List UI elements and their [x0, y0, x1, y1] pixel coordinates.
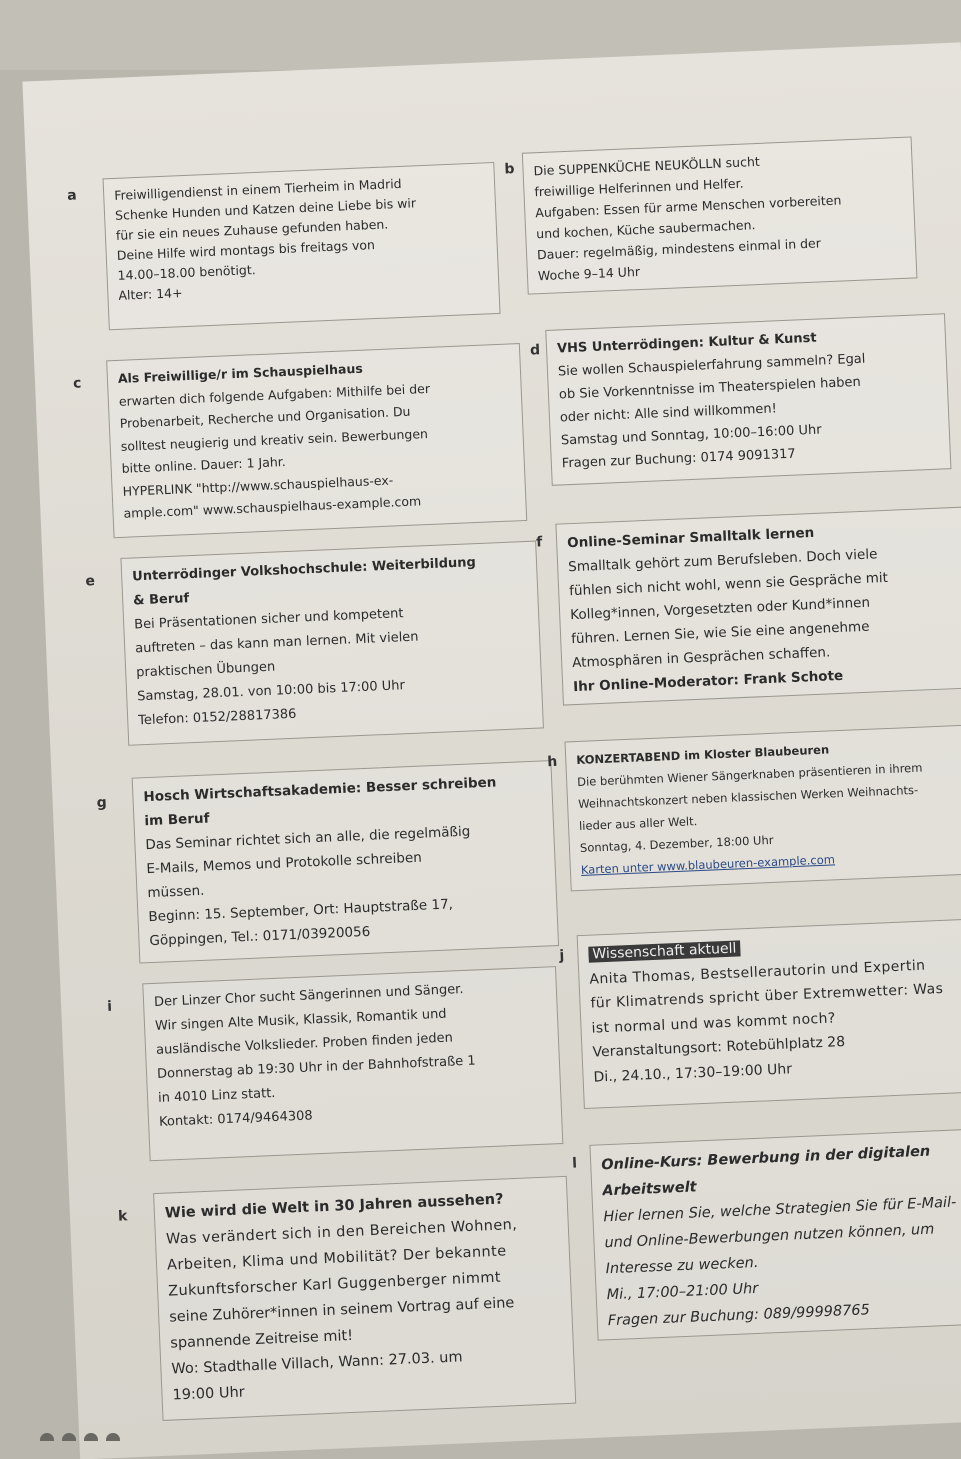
card-l-line: Hier lernen Sie, welche Strategien Sie für E-Mail- — [603, 1194, 957, 1226]
card-a-title: Freiwilligendienst in einem Tierheim in Madrid — [113, 175, 402, 203]
card-g-letter: g — [96, 794, 108, 812]
card-b-line: Aufgaben: Essen für arme Menschen vorbereiten — [535, 192, 842, 221]
card-h — [565, 724, 961, 891]
card-a-line: für sie ein neues Zuhause gefunden haben. — [115, 216, 389, 243]
card-a-line: Deine Hilfe wird montags bis freitags von — [116, 237, 376, 263]
card-i-line: in 4010 Linz statt. — [157, 1085, 276, 1106]
card-h-letter: h — [547, 753, 558, 771]
card-j-title-badge: Wissenschaft aktuell — [588, 940, 741, 962]
card-d-line: Fragen zur Buchung: 0174 9091317 — [561, 446, 796, 472]
card-c-line: erwarten dich folgende Aufgaben: Mithilfe bei der — [118, 380, 431, 409]
card-f — [555, 507, 961, 706]
card-f-title: Online-Seminar Smalltalk lernen — [566, 524, 815, 552]
card-h-line: Sonntag, 4. Dezember, 18:00 Uhr — [579, 832, 774, 855]
card-k-line: spannende Zeitreise mit! — [170, 1327, 354, 1352]
card-j-line: ist normal und was kommt noch? — [591, 1009, 836, 1037]
card-g-line: müssen. — [147, 882, 205, 902]
card-f-line: führen. Lernen Sie, wie Sie eine angenehme — [570, 618, 870, 648]
card-f-line: Smalltalk gehört zum Berufsleben. Doch viele — [567, 546, 878, 576]
card-i-line: Wir singen Alte Musik, Klassik, Romantik und — [154, 1006, 447, 1034]
card-b-title: Die SUPPENKÜCHE NEUKÖLLN sucht — [533, 153, 761, 179]
card-k-line: 19:00 Uhr — [172, 1384, 246, 1404]
card-e-line: Telefon: 0152/28817386 — [137, 706, 297, 729]
card-l-line: und Online-Bewerbungen nutzen können, um — [604, 1221, 935, 1252]
card-f-line: Kolleg*innen, Vorgesetzten oder Kund*innen — [569, 594, 871, 624]
card-d — [545, 313, 951, 486]
card-a-line: 14.00–18.00 benötigt. — [117, 262, 256, 283]
card-l-letter: l — [571, 1155, 578, 1172]
card-l — [589, 1127, 961, 1340]
card-i-line: Kontakt: 0174/9464308 — [158, 1108, 313, 1130]
card-l-line: Fragen zur Buchung: 089/99998765 — [607, 1302, 871, 1330]
card-c-hyperlink[interactable]: ample.com" www.schauspielhaus-example.com — [123, 493, 422, 521]
binding-mark — [62, 1433, 76, 1441]
card-g-line: E-Mails, Memos und Protokolle schreiben — [146, 849, 423, 878]
card-e-title: Unterrödinger Volkshochschule: Weiterbildung — [131, 555, 477, 585]
card-c-hyperlink[interactable]: HYPERLINK "http://www.schauspielhaus-ex- — [122, 471, 394, 499]
card-g-line: Göppingen, Tel.: 0171/03920056 — [149, 923, 371, 950]
card-c-line: solltest neugierig und kreativ sein. Bewerbungen — [120, 425, 429, 454]
card-j-line: für Klimatrends spricht über Extremwetter: Was — [590, 980, 944, 1012]
card-e-line: praktischen Übungen — [135, 659, 276, 681]
card-j — [577, 918, 961, 1109]
card-g-subtitle: im Beruf — [144, 810, 210, 830]
card-h-line: lieder aus aller Welt. — [578, 814, 698, 833]
card-a — [103, 162, 501, 330]
card-b-line: Dauer: regelmäßig, mindestens einmal in der — [536, 235, 822, 263]
card-j-line: Veranstaltungsort: Rotebühlplatz 28 — [592, 1034, 846, 1061]
card-e-letter: e — [85, 573, 96, 590]
card-d-line: oder nicht: Alle sind willkommen! — [559, 401, 778, 426]
card-k-line: Was verändert sich in den Bereichen Wohnen, — [165, 1216, 518, 1248]
card-j-line: Di., 24.10., 17:30–19:00 Uhr — [593, 1060, 793, 1086]
card-c-title: Als Freiwillige/r im Schauspielhaus — [117, 360, 364, 386]
card-b — [522, 136, 918, 294]
card-d-line: Sie wollen Schauspielerfahrung sammeln? Egal — [557, 351, 866, 380]
card-b-letter: b — [504, 161, 515, 178]
card-i-line: ausländische Volkslieder. Proben finden jeden — [155, 1030, 454, 1058]
card-b-line: freiwillige Helferinnen und Helfer. — [534, 175, 744, 200]
card-c — [106, 343, 527, 538]
card-g — [132, 760, 559, 963]
card-g-title: Hosch Wirtschaftsakademie: Besser schreiben — [143, 774, 497, 806]
card-g-line: Das Seminar richtet sich an alle, die regelmäßig — [145, 823, 471, 854]
card-b-line: Woche 9–14 Uhr — [537, 263, 641, 284]
card-l-line: Interesse zu wecken. — [605, 1254, 759, 1278]
card-k-title: Wie wird die Welt in 30 Jahren aussehen? — [164, 1191, 504, 1222]
card-c-line: Probenarbeit, Recherche und Organisation. Du — [119, 403, 411, 431]
card-f-line: fühlen sich nicht wohl, wenn sie Gespräche mit — [568, 569, 889, 600]
card-l-subtitle: Arbeitswelt — [602, 1179, 697, 1200]
card-d-title: VHS Unterrödingen: Kultur & Kunst — [556, 330, 817, 357]
card-h-title: KONZERTABEND im Kloster Blaubeuren — [576, 742, 830, 768]
card-a-letter: a — [66, 187, 78, 204]
card-d-line: ob Sie Vorkenntnisse im Theaterspielen haben — [558, 374, 862, 403]
card-h-line: Die berühmten Wiener Sängerknaben präsentieren in ihrem — [576, 760, 923, 790]
card-k-letter: k — [117, 1208, 128, 1225]
card-d-line: Samstag und Sonntag, 10:00–16:00 Uhr — [560, 422, 822, 449]
card-f-moderator: Ihr Online-Moderator: Frank Schote — [572, 667, 844, 696]
card-k — [153, 1176, 576, 1421]
card-c-line: bitte online. Dauer: 1 Jahr. — [121, 453, 286, 476]
paper-sheet — [22, 42, 961, 1459]
card-e-line: Samstag, 28.01. von 10:00 bis 17:00 Uhr — [136, 678, 406, 705]
card-d-letter: d — [529, 342, 541, 359]
card-a-line: Schenke Hunden und Katzen deine Liebe bis wir — [114, 195, 417, 223]
card-k-line: Wo: Stadthalle Villach, Wann: 27.03. um — [171, 1349, 463, 1378]
card-j-letter: j — [559, 947, 565, 964]
binding-marks — [40, 1429, 160, 1441]
card-i — [142, 966, 563, 1161]
card-a-line: Alter: 14+ — [118, 285, 183, 303]
card-k-line: Arbeiten, Klima und Mobilität? Der bekannte — [166, 1243, 507, 1274]
card-l-title: Online-Kurs: Bewerbung in der digitalen — [600, 1143, 931, 1174]
card-k-line: seine Zuhörer*innen in seinem Vortrag auf eine — [168, 1295, 515, 1326]
card-e — [120, 541, 544, 746]
card-e-line: Bei Präsentationen sicher und kompetent — [133, 606, 404, 633]
card-l-line: Mi., 17:00–21:00 Uhr — [606, 1280, 759, 1304]
binding-mark — [40, 1433, 54, 1441]
card-c-letter: c — [72, 375, 82, 392]
card-i-letter: i — [106, 998, 113, 1015]
card-j-line: Anita Thomas, Bestsellerautorin und Expertin — [589, 957, 926, 988]
card-f-letter: f — [535, 534, 543, 551]
card-h-link[interactable]: Karten unter www.blaubeuren-example.com — [580, 852, 836, 877]
card-i-title: Der Linzer Chor sucht Sängerinnen und Sänger. — [153, 981, 464, 1010]
card-e-subtitle: & Beruf — [132, 591, 190, 609]
card-f-line: Atmosphären in Gesprächen schaffen. — [571, 644, 831, 672]
card-e-line: auftreten – das kann man lernen. Mit vielen — [134, 629, 419, 657]
card-k-line: Zukunftsforscher Karl Guggenberger nimmt — [167, 1269, 502, 1300]
card-h-line: Weihnachtskonzert neben klassischen Werken Weihnachts- — [577, 782, 919, 812]
binding-mark — [106, 1433, 120, 1441]
card-g-line: Beginn: 15. September, Ort: Hauptstraße 17, — [148, 896, 454, 926]
binding-mark — [84, 1433, 98, 1441]
card-i-line: Donnerstag ab 19:30 Uhr in der Bahnhofstraße 1 — [156, 1053, 476, 1082]
card-b-line: und kochen, Küche saubermachen. — [535, 217, 756, 242]
